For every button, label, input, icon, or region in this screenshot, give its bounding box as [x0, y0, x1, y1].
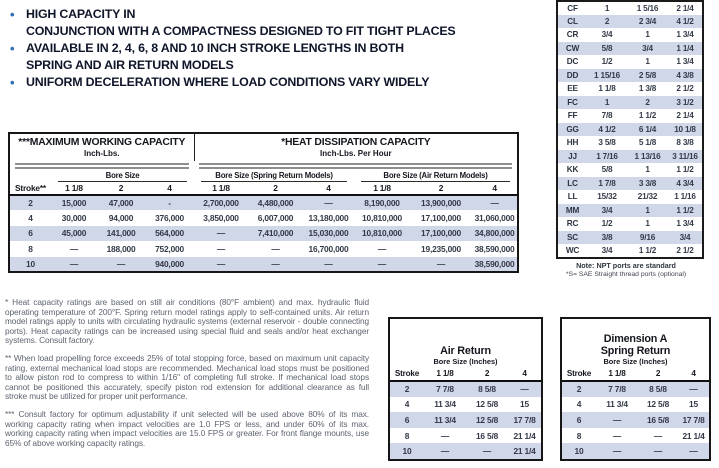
table-cell: 47,000	[108, 198, 134, 209]
table-cell: WC	[565, 245, 580, 255]
table-cell: 1	[645, 165, 650, 175]
table-cell: —	[377, 258, 387, 269]
table-cell: 5/8	[601, 165, 613, 175]
table-cell: -	[168, 198, 171, 209]
table-cell: 1 7/16	[596, 151, 618, 161]
table-cell: RC	[566, 219, 579, 229]
table-cell: 4,480,000	[257, 198, 294, 209]
table-cell: 4	[404, 399, 410, 410]
table-row	[562, 381, 709, 397]
table-cell: 15,030,000	[308, 228, 349, 239]
table-cell: 564,000	[155, 228, 184, 239]
ports-dimensions-table	[556, 0, 704, 259]
table-row	[562, 397, 709, 413]
table-cell: 4	[28, 213, 33, 224]
table-cell: 3 11/16	[672, 151, 698, 161]
table-cell: 3,850,000	[203, 213, 239, 224]
table-cell: —	[69, 258, 79, 269]
table-row	[390, 443, 541, 459]
footnote-adjustability: *** Consult factory for optimum adjustability if unit selected will be used above 80% of its max. working capacity rating when impact velocities are 1.0 FPS or less, and under 60% of its max. working capacity rating when impact velocities are 15.0 FPS or greater. For front flange mounts, use 65% of above working capacity ratings.	[5, 408, 369, 448]
table-cell: 7 7/8	[608, 384, 626, 395]
bullet-line: AVAILABLE IN 2, 4, 6, 8 AND 10 INCH STROKE LENGTHS IN BOTH	[26, 41, 404, 55]
max-working-capacity-title: ***MAXIMUM WORKING CAPACITY	[18, 137, 186, 148]
ports-dimensions-table-wrap	[556, 0, 702, 259]
table-cell: 13,180,000	[308, 213, 349, 224]
table-cell: —	[69, 243, 79, 254]
table-cell: 15	[689, 399, 698, 410]
table-cell: 30,000	[61, 213, 87, 224]
table-cell: 8	[28, 243, 33, 254]
empty-cell	[9, 170, 51, 182]
table-cell: 1 3/4	[676, 219, 694, 229]
table-cell: 376,000	[155, 213, 184, 224]
table-cell: 6	[404, 414, 410, 425]
table-cell: 4 3/4	[676, 178, 694, 188]
table-cell: 21 1/4	[513, 446, 536, 457]
table-cell: —	[216, 258, 226, 269]
table-cell: 1/2	[601, 219, 613, 229]
table-row	[390, 412, 541, 428]
table-row	[390, 381, 541, 397]
capacity-title-row	[9, 133, 518, 161]
bullet-text	[26, 40, 404, 74]
rule-cell	[9, 161, 194, 170]
table-cell: —	[271, 258, 280, 269]
ports-note	[535, 261, 717, 279]
bullet-item	[10, 40, 555, 74]
rule-cell	[194, 161, 518, 170]
table-row	[390, 397, 541, 413]
table-cell: —	[324, 198, 333, 209]
table-cell: 3 5/8	[598, 138, 616, 148]
table-cell: CR	[566, 30, 579, 40]
bore-header: 2	[466, 367, 508, 381]
bullet-dot-icon: •	[10, 7, 15, 22]
bore-header: 1 1/8	[51, 182, 97, 195]
table-cell: 6,007,000	[257, 213, 294, 224]
table-cell: —	[440, 430, 450, 441]
table-cell: 11 3/4	[434, 414, 456, 425]
table-row	[562, 443, 709, 459]
table-cell: 2	[28, 198, 33, 209]
table-cell: 1 3/4	[676, 57, 694, 67]
table-cell: 1 1/8	[598, 84, 616, 94]
table-cell: 1	[645, 30, 650, 40]
table-cell: 3/4	[601, 245, 613, 255]
table-row	[9, 195, 518, 210]
table-cell: 16 5/8	[646, 414, 670, 425]
bore-header: 1 1/8	[424, 367, 466, 381]
table-cell: 10	[574, 446, 584, 457]
table-cell: 1	[645, 205, 650, 215]
table-cell: 4 1/2	[676, 16, 694, 26]
dimension-a-subtitle: Bore Size (Inches)	[603, 357, 668, 366]
table-cell: —	[653, 430, 663, 441]
bullet-item	[10, 74, 555, 91]
table-row	[557, 42, 703, 56]
table-cell: 1 13/16	[634, 151, 661, 161]
table-cell: 7/8	[601, 111, 613, 121]
table-cell: CW	[565, 43, 580, 53]
table-cell: DD	[566, 70, 579, 80]
table-cell: 1	[604, 3, 610, 13]
table-cell: 15,000	[61, 198, 87, 209]
table-cell: 10	[26, 258, 35, 269]
table-row	[390, 428, 541, 444]
dimension-a-data-table	[562, 367, 709, 459]
table-cell: 15	[520, 399, 529, 410]
capacity-table	[8, 132, 519, 273]
table-cell: 8 5/8	[649, 384, 667, 395]
table-cell: 1 5/16	[636, 3, 659, 13]
feature-bullet-list	[10, 6, 555, 91]
table-row	[557, 204, 703, 218]
column-header-row	[390, 367, 541, 381]
table-row	[562, 428, 709, 444]
table-cell: 8	[404, 430, 410, 441]
bore-header: 4	[303, 182, 354, 195]
dimension-a-title-block	[562, 319, 709, 357]
table-cell: —	[216, 228, 226, 239]
table-cell: LL	[567, 192, 578, 202]
air-return-group-label: Bore Size (Air Return Models)	[361, 171, 510, 182]
table-cell: 10	[402, 446, 412, 457]
footnote-heat-capacity: * Heat capacity ratings are based on still air conditions (80°F ambient) and max. hydraulic fluid operating temperature of 200°F. Spring return model ratings apply to self-contained units. Air return model ratings apply to units with circulating hydraulic systems (external reservoir - double connecting ports). Heat capacity ratings can be increased using special fluid and seals and/or heat exchanger systems. Consult factory.	[5, 297, 369, 346]
ports-note-line1: Note: NPT ports are standard	[576, 261, 676, 270]
table-cell: 3/4	[601, 205, 613, 215]
table-cell: FC	[567, 97, 578, 107]
table-cell: —	[612, 414, 622, 425]
table-cell: 4 3/8	[676, 70, 694, 80]
table-cell: —	[116, 258, 126, 269]
table-cell: 12 5/8	[475, 414, 499, 425]
table-row	[9, 210, 518, 225]
bore-header: 4	[145, 182, 194, 195]
table-cell: 6	[576, 414, 582, 425]
table-row	[557, 109, 703, 123]
stroke-header: Stroke	[562, 367, 596, 381]
bore-header: 1 1/8	[596, 367, 638, 381]
table-cell: 10,810,000	[362, 213, 402, 224]
bore-header: 2	[97, 182, 145, 195]
spring-return-group-cell	[194, 170, 354, 182]
air-return-group-cell	[354, 170, 518, 182]
heat-dissipation-title: *HEAT DISSIPATION CAPACITY	[281, 137, 431, 148]
table-cell: 1 1/2	[676, 205, 694, 215]
table-cell: 2 5/8	[638, 70, 657, 80]
table-cell: —	[612, 430, 622, 441]
table-row	[557, 163, 703, 177]
table-cell: GG	[566, 124, 579, 134]
table-cell: 1 3/4	[676, 30, 694, 40]
table-cell: 1	[645, 57, 650, 67]
air-return-title-block	[390, 319, 541, 357]
table-cell: 2 3/4	[638, 16, 657, 26]
table-cell: 3/4	[601, 30, 613, 40]
table-row	[557, 1, 703, 15]
table-cell: 7,410,000	[257, 228, 294, 239]
table-row	[557, 244, 703, 258]
table-cell: 3/8	[601, 232, 613, 242]
table-cell: 752,000	[155, 243, 184, 254]
table-cell: 3/4	[679, 232, 691, 242]
table-cell: 1 7/8	[598, 178, 616, 188]
table-cell: CF	[567, 3, 578, 13]
table-cell: 16 5/8	[475, 430, 499, 441]
table-cell: 34,800,000	[474, 228, 515, 239]
bullet-dot-icon: •	[10, 41, 15, 56]
table-cell: 1	[604, 97, 610, 107]
double-rule	[199, 163, 512, 169]
table-cell: 4 1/2	[598, 124, 616, 134]
bullet-line: UNIFORM DECELERATION WHERE LOAD CONDITIONS VARY WIDELY	[26, 75, 430, 89]
bore-header: 4	[508, 367, 541, 381]
table-cell: 2 1/4	[676, 3, 694, 13]
table-cell: 10 1/8	[674, 124, 696, 134]
table-row	[562, 412, 709, 428]
table-cell: —	[520, 384, 529, 395]
bullet-line: SPRING AND AIR RETURN MODELS	[26, 58, 234, 72]
table-cell: 11 3/4	[606, 399, 628, 410]
heat-dissipation-title-cell	[194, 133, 518, 161]
bullet-text	[26, 74, 429, 91]
table-cell: 94,000	[108, 213, 134, 224]
table-cell: 38,590,000	[474, 258, 515, 269]
table-row	[557, 96, 703, 110]
table-cell: FF	[567, 111, 578, 121]
bullet-line: CONJUNCTION WITH A COMPACTNESS DESIGNED TO FIT TIGHT PLACES	[26, 24, 456, 38]
table-cell: MM	[565, 205, 580, 215]
table-cell: 16,700,000	[308, 243, 349, 254]
table-cell: 8 5/8	[478, 384, 496, 395]
table-cell: HH	[566, 138, 579, 148]
table-cell: 19,235,000	[421, 243, 461, 254]
table-cell: 38,590,000	[474, 243, 515, 254]
table-cell: 5/8	[601, 43, 613, 53]
bore-header: 2	[638, 367, 678, 381]
table-cell: —	[653, 446, 663, 457]
table-cell: 1 1/2	[638, 245, 657, 255]
table-row	[557, 136, 703, 150]
table-row	[557, 123, 703, 137]
table-cell: 12 5/8	[646, 399, 670, 410]
table-cell: 940,000	[155, 258, 184, 269]
table-cell: —	[612, 446, 622, 457]
double-rule	[15, 163, 189, 169]
dimension-a-title-line1: Dimension A	[603, 333, 668, 345]
table-cell: —	[436, 258, 446, 269]
max-working-capacity-title-cell	[9, 133, 194, 161]
bore-header: 1 1/8	[194, 182, 248, 195]
heat-dissipation-units: Inch-Lbs. Per Hour	[320, 149, 392, 158]
table-cell: 1/2	[601, 57, 613, 67]
table-row	[557, 55, 703, 69]
air-return-subtitle: Bore Size (Inches)	[433, 357, 498, 366]
bore-header: 1 1/8	[354, 182, 410, 195]
table-cell: 2,700,000	[203, 198, 239, 209]
bore-group-row	[9, 170, 518, 182]
table-cell: 2 1/2	[676, 84, 694, 94]
table-cell: 1	[645, 219, 650, 229]
table-cell: 1 15/16	[594, 70, 620, 80]
footnote-load-stops: ** When load propelling force exceeds 25% of total stopping force, based on maximum unit capacity rating, external mechanical load stops are recommended. Mechanical load stops must be positioned to allow piston rod to compress to within 1/16" of completing full stroke. If mechanical load stops cannot be positioned this accurately, specify piston rod extension for additional clearance as full stroke must be utilized for proper unit performance.	[5, 352, 369, 402]
table-cell: 21 1/4	[682, 430, 705, 441]
table-row	[557, 28, 703, 42]
table-cell: SC	[567, 232, 578, 242]
table-row	[557, 82, 703, 96]
table-cell: —	[689, 384, 698, 395]
divider-rule-row	[9, 161, 518, 170]
table-row	[557, 150, 703, 164]
table-cell: 3/4	[642, 43, 653, 53]
bullet-dot-icon: •	[10, 75, 15, 90]
air-return-title: Air Return	[440, 345, 491, 357]
table-cell: 1 1/2	[638, 111, 657, 121]
table-cell: 12 5/8	[475, 399, 499, 410]
table-cell: 8,190,000	[364, 198, 400, 209]
table-cell: 1 1/4	[676, 43, 694, 53]
spring-return-group-label: Bore Size (Spring Return Models)	[201, 171, 347, 182]
table-row	[9, 241, 518, 256]
table-cell: 8	[576, 430, 582, 441]
air-return-data-table	[390, 367, 541, 459]
capacity-table-wrap	[8, 132, 519, 273]
bore-size-group-label: Bore Size	[58, 171, 187, 182]
max-working-capacity-units: Inch-Lbs.	[83, 149, 120, 158]
table-row	[557, 190, 703, 204]
table-cell: 21 1/4	[513, 430, 536, 441]
table-cell: 8 3/8	[676, 138, 694, 148]
table-cell: 5 1/8	[638, 138, 657, 148]
table-row	[9, 226, 518, 241]
stroke-header: Stroke	[390, 367, 424, 381]
table-cell: —	[440, 446, 450, 457]
bore-header: 2	[410, 182, 472, 195]
column-header-row	[562, 367, 709, 381]
table-cell: CL	[567, 16, 578, 26]
table-cell: —	[271, 243, 280, 254]
bore-header: 2	[248, 182, 303, 195]
table-cell: 15/32	[597, 192, 617, 202]
table-cell: 13,900,000	[421, 198, 461, 209]
table-cell: 10,810,000	[362, 228, 402, 239]
table-cell: 17 7/8	[682, 414, 705, 425]
table-cell: 45,000	[61, 228, 87, 239]
air-return-table	[388, 317, 543, 461]
table-cell: 2	[645, 97, 650, 107]
footnotes	[5, 298, 369, 456]
table-cell: 17 7/8	[513, 414, 536, 425]
table-cell: JJ	[568, 151, 577, 161]
table-cell: 4	[576, 399, 582, 410]
table-cell: 11 3/4	[434, 399, 456, 410]
table-cell: 2 1/4	[676, 111, 694, 121]
table-cell: 3 3/8	[638, 178, 657, 188]
table-cell: 2	[576, 384, 582, 395]
bore-size-group-cell	[51, 170, 194, 182]
table-cell: 141,000	[106, 228, 136, 239]
table-row	[557, 231, 703, 245]
table-cell: —	[324, 258, 333, 269]
table-cell: 21/32	[637, 192, 658, 202]
table-cell: 17,100,000	[421, 228, 461, 239]
table-cell: 3 1/2	[676, 97, 694, 107]
table-cell: 2	[404, 384, 410, 395]
table-cell: 6	[28, 228, 33, 239]
table-cell: 17,100,000	[421, 213, 461, 224]
table-cell: 6 1/4	[638, 124, 657, 134]
table-cell: —	[377, 243, 387, 254]
bullet-line: HIGH CAPACITY IN	[26, 7, 136, 21]
table-cell: LC	[567, 178, 578, 188]
table-row	[9, 257, 518, 272]
table-cell: —	[216, 243, 226, 254]
table-cell: DC	[566, 57, 579, 67]
dimension-a-title-line2: Spring Return	[600, 345, 671, 357]
column-header-row	[9, 182, 518, 195]
stroke-header: Stroke**	[9, 182, 51, 195]
table-cell: —	[482, 446, 492, 457]
table-cell: EE	[567, 84, 578, 94]
table-row	[557, 177, 703, 191]
table-cell: 2 1/2	[676, 245, 694, 255]
bore-header: 4	[678, 367, 709, 381]
bullet-item	[10, 6, 555, 40]
bore-header: 4	[472, 182, 518, 195]
table-row	[557, 217, 703, 231]
table-cell: KK	[566, 165, 579, 175]
table-cell: —	[490, 198, 499, 209]
bullet-text	[26, 6, 455, 40]
table-cell: 188,000	[106, 243, 136, 254]
table-row	[557, 69, 703, 83]
table-cell: 1 3/8	[638, 84, 657, 94]
table-row	[557, 15, 703, 29]
ports-note-line2: *S= SAE Straight thread ports (optional)	[565, 271, 687, 278]
table-cell: 1 1/2	[676, 165, 694, 175]
table-cell: 7 7/8	[436, 384, 454, 395]
table-cell: 31,060,000	[474, 213, 515, 224]
table-cell: 9/16	[639, 232, 656, 242]
table-cell: 1 1/16	[674, 192, 696, 202]
table-cell: 2	[604, 16, 610, 26]
dimension-a-spring-return-table	[560, 317, 711, 461]
table-cell: —	[689, 446, 698, 457]
